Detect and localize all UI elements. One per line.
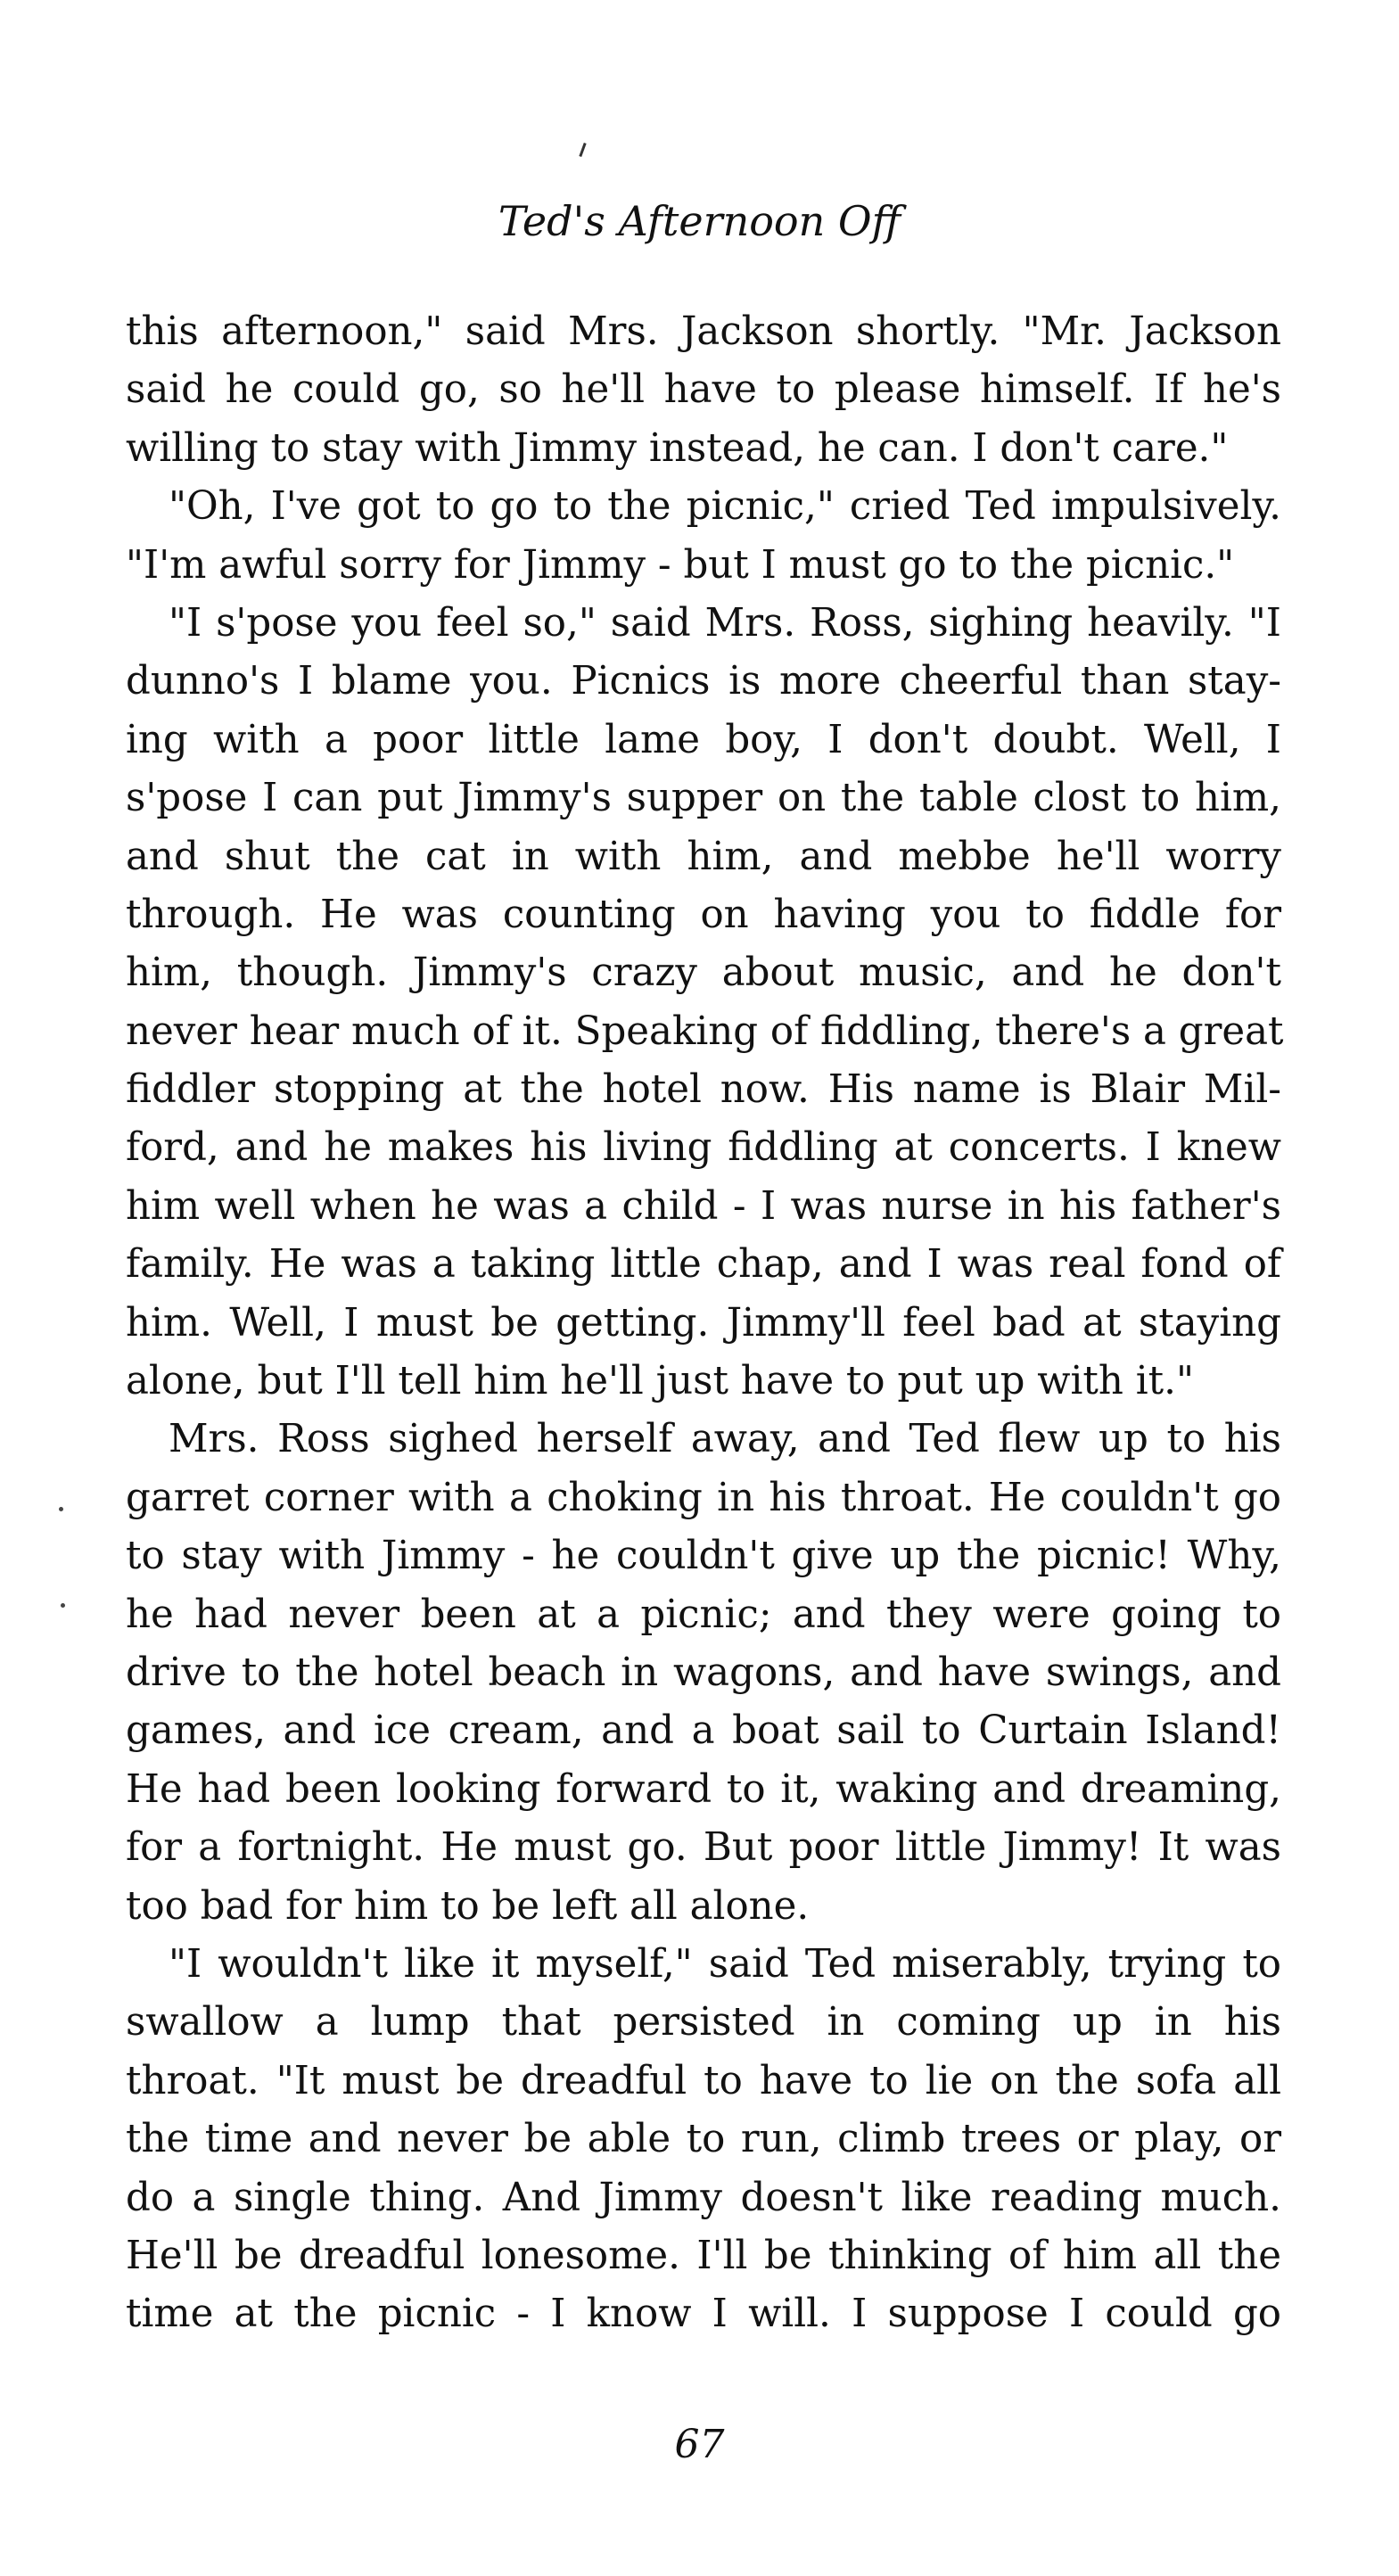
text-line: swallow a lump that persisted in coming up in his [126,2000,1281,2045]
text-line: this afternoon," said Mrs. Jackson shortly. "Mr. Jackson [126,309,1281,354]
text-line: he had never been at a picnic; and they were going to [126,1592,1281,1637]
text-line: too bad for him to be left all alone. [126,1883,810,1929]
text-line: to stay with Jimmy - he couldn't give up the picnic! Why, [126,1534,1281,1579]
text-line: willing to stay with Jimmy instead, he can. I don't care." [126,425,1229,471]
text-line: fiddler stopping at the hotel now. His name is Blair Mil- [126,1067,1281,1113]
text-line: do a single thing. And Jimmy doesn't like reading much. [126,2175,1281,2220]
text-line: He had been looking forward to it, waking and dreaming, [126,1766,1281,1812]
text-line: throat. "It must be dreadful to have to lie on the sofa all [126,2058,1281,2103]
text-line: time at the picnic - I know I will. I suppose I could go [126,2292,1281,2337]
print-speck [61,1603,65,1608]
text-line: ford, and he makes his living fiddling at concerts. I knew [126,1125,1281,1171]
text-line: "Oh, I've got to go to the picnic," cried Ted impulsively. [169,484,1281,530]
text-line: garret corner with a choking in his throat. He couldn't go [126,1475,1281,1520]
text-line: "I s'pose you feel so," said Mrs. Ross, sighing heavily. "I [169,600,1281,646]
text-line: dunno's I blame you. Picnics is more cheerful than stay- [126,659,1281,704]
text-line: alone, but I'll tell him he'll just have to put up with it." [126,1359,1194,1404]
text-line: "I'm awful sorry for Jimmy - but I must go to the picnic." [126,542,1235,588]
text-line: drive to the hotel beach in wagons, and have swings, and [126,1650,1281,1695]
text-line: games, and ice cream, and a boat sail to Curtain Island! [126,1708,1281,1754]
text-line: him. Well, I must be getting. Jimmy'll feel bad at staying [126,1300,1281,1346]
text-line: family. He was a taking little chap, and I was real fond of [126,1242,1281,1288]
page-number: 67 [674,2422,725,2467]
body-text [126,303,1284,2344]
text-line: Mrs. Ross sighed herself away, and Ted flew up to his [169,1417,1281,1462]
text-line: through. He was counting on having you to fiddle for [126,892,1281,937]
running-head: Ted's Afternoon Off [498,197,901,245]
text-line: never hear much of it. Speaking of fiddling, there's a great [126,1008,1284,1054]
text-line: ing with a poor little lame boy, I don't doubt. Well, I [126,717,1281,762]
print-mark [579,143,586,157]
text-line: s'pose I can put Jimmy's supper on the table clost to him, [126,776,1281,821]
print-speck [59,1507,63,1511]
text-line: him well when he was a child - I was nurse in his father's [126,1183,1281,1229]
text-line: for a fortnight. He must go. But poor little Jimmy! It was [126,1825,1281,1871]
text-line: He'll be dreadful lonesome. I'll be thinking of him all the [126,2233,1281,2278]
text-line: said he could go, so he'll have to please himself. If he's [126,367,1281,413]
text-line: the time and never be able to run, climb trees or play, or [126,2117,1281,2162]
text-line: him, though. Jimmy's crazy about music, and he don't [126,951,1281,996]
text-line: "I wouldn't like it myself," said Ted miserably, trying to [169,1941,1281,1987]
text-line: and shut the cat in with him, and mebbe he'll worry [126,834,1281,879]
